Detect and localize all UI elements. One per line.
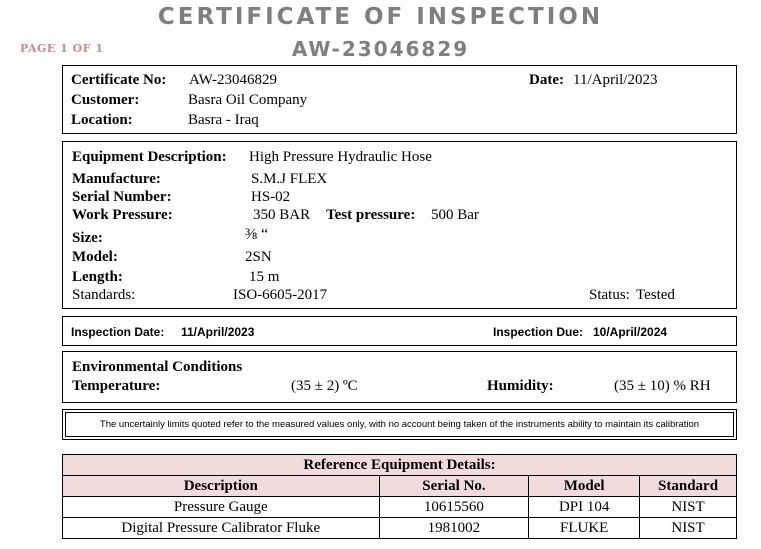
uncertainty-notice: The uncertainly limits quoted refer to the measured values only, with no account being taken of the instruments ability to maintain its calibration (65, 412, 734, 437)
equipment-description-label: Equipment Description: (72, 149, 227, 165)
certificate-code-heading: AW-23046829 (291, 37, 470, 61)
inspection-dates-box (62, 316, 737, 346)
size-label: Size: (72, 230, 103, 246)
certificate-info-box (62, 65, 737, 134)
inspection-due-label: Inspection Due: (493, 325, 584, 339)
work-pressure-value: 350 BAR (253, 207, 311, 223)
length-value: 15 m (249, 269, 280, 285)
reference-table-caption: Reference Equipment Details: (63, 455, 737, 476)
column-header-model: Model (529, 476, 640, 497)
model-label: Model: (72, 249, 118, 265)
standards-label: Standards: (72, 287, 136, 303)
model-value: 2SN (245, 249, 272, 265)
table-cell-serial-no: 10615560 (379, 497, 529, 518)
humidity-value: (35 ± 10) % RH (614, 378, 711, 394)
equipment-description-value: High Pressure Hydraulic Hose (249, 149, 432, 165)
certificate-number-value: AW-23046829 (189, 72, 277, 88)
column-header-description: Description (63, 476, 380, 497)
table-cell-standard: NIST (640, 497, 737, 518)
test-pressure-label: Test pressure: (326, 207, 416, 223)
certificate-number-label: Certificate No: (71, 72, 167, 88)
table-row (63, 518, 737, 539)
customer-label: Customer: (71, 92, 140, 108)
date-value: 11/April/2023 (573, 72, 658, 88)
environmental-heading: Environmental Conditions (72, 359, 243, 375)
inspection-date-value: 11/April/2023 (181, 325, 255, 339)
column-header-serial-no: Serial No. (379, 476, 529, 497)
table-cell-model: DPI 104 (529, 497, 640, 518)
page-indicator: PAGE 1 OF 1 (20, 42, 104, 55)
location-value: Basra - Iraq (188, 112, 259, 128)
length-label: Length: (72, 269, 123, 285)
table-row (63, 497, 737, 518)
work-pressure-label: Work Pressure: (72, 207, 173, 223)
standards-value: ISO-6605-2017 (233, 287, 328, 303)
serial-number-value: HS-02 (251, 189, 291, 205)
table-cell-description: Pressure Gauge (63, 497, 380, 518)
table-cell-serial-no: 1981002 (379, 518, 529, 539)
test-pressure-value: 500 Bar (431, 207, 479, 223)
column-header-standard: Standard (640, 476, 737, 497)
table-cell-standard: NIST (640, 518, 737, 539)
date-label: Date: (529, 72, 564, 88)
equipment-details-box (62, 141, 737, 309)
document-title: CERTIFICATE OF INSPECTION (157, 4, 604, 30)
table-cell-model: FLUKE (529, 518, 640, 539)
temperature-label: Temperature: (72, 378, 161, 394)
inspection-due-value: 10/April/2024 (593, 325, 668, 339)
table-cell-description: Digital Pressure Calibrator Fluke (63, 518, 380, 539)
manufacture-label: Manufacture: (72, 171, 161, 187)
serial-number-label: Serial Number: (72, 189, 172, 205)
temperature-value: (35 ± 2) ºC (291, 378, 358, 394)
customer-value: Basra Oil Company (188, 92, 308, 108)
size-value: ⅜ “ (245, 226, 269, 243)
status-value: Tested (636, 287, 675, 303)
manufacture-value: S.M.J FLEX (251, 171, 328, 187)
location-label: Location: (71, 112, 133, 128)
uncertainty-notice-box (62, 409, 737, 440)
inspection-date-label: Inspection Date: (71, 325, 165, 339)
environmental-conditions-box (62, 351, 737, 403)
status-label: Status: (589, 287, 630, 303)
humidity-label: Humidity: (487, 378, 554, 394)
reference-equipment-table (62, 454, 737, 539)
